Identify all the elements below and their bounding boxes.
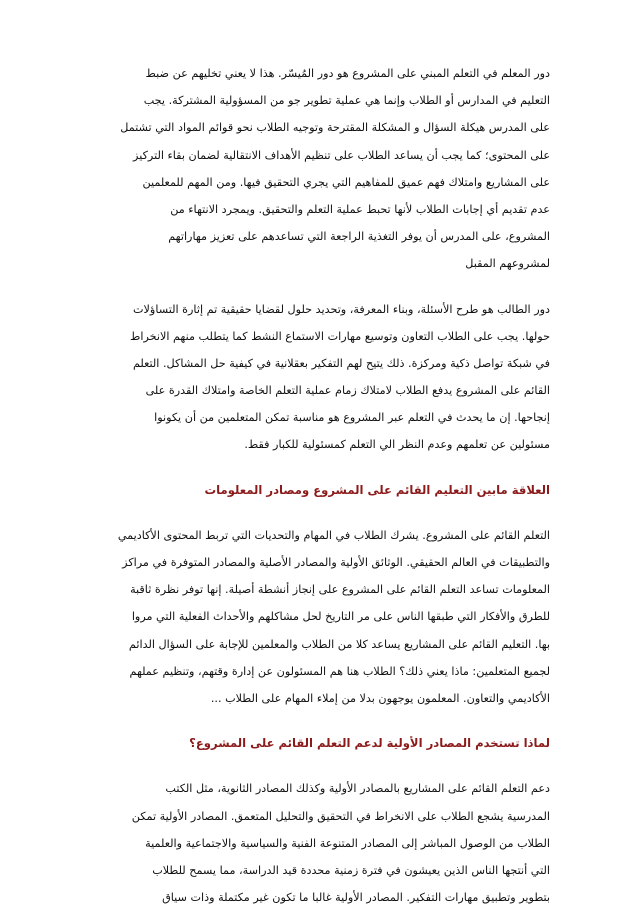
paragraph-spacer bbox=[96, 757, 550, 775]
text-line: التعليم في المدارس أو الطلاب وإنما هي عملية تطوير جو من المسؤولية المشتركة. يجب bbox=[143, 94, 550, 108]
paragraph-student-role bbox=[96, 296, 550, 459]
text-line: إنجاحها. إن ما يحدث في التعلم عبر المشروع هو مناسبة تمكن المتعلمين من أن يكونوا bbox=[154, 411, 550, 425]
text-line: مسئولين عن تعلمهم وعدم النظر الي التعلم كمسئولية للكبار فقط. bbox=[244, 438, 550, 452]
paragraph-project-learning bbox=[96, 522, 550, 712]
text-line: دعم التعلم القائم على المشاريع بالمصادر الأولية وكذلك المصادر الثانوية، مثل الكتب bbox=[165, 782, 550, 796]
text-line: على المدرس هيكلة السؤال و المشكلة المقترحة وتوجيه الطلاب نحو قوائم المواد التي تشتمل bbox=[120, 121, 550, 135]
text-line: على المشاريع وامتلاك فهم عميق للمفاهيم التي يجري التحقيق فيها. ومن المهم للمعلمين bbox=[142, 175, 550, 189]
text-line: للطرق والأفكار التي طبقها الناس على مر التاريخ لحل مشاكلهم والأحداث الفعلية التي مروا bbox=[131, 610, 550, 624]
text-line: عدم تقديم أي إجابات الطلاب لأنها تحبط عملية التعلم والتحقيق. ويمجرد الانتهاء من bbox=[170, 202, 550, 216]
text-line: لجميع المتعلمين: ماذا يعني ذلك؟ الطلاب هنا هم المسئولون عن إدارة وقتهم، وتنظيم عملهم bbox=[129, 664, 550, 678]
text-line: على المحتوى؛ كما يجب أن يساعد الطلاب على تنظيم الأهداف الانتقالية لضمان بقاء التركيز bbox=[133, 148, 550, 162]
text-line: بتطوير وتطبيق مهارات التفكير. المصادر الأولية غالبا ما تكون غير مكتملة وذات سياق bbox=[162, 891, 550, 905]
text-line: بها. التعليم القائم على المشاريع يساعد كلا من الطلاب والمعلمين للإجابة على السؤال الدائم bbox=[128, 637, 550, 651]
text-line: المدرسية يشجع الطلاب على الانخراط في التحقيق والتحليل المتعمق. المصادر الأولية تمكن bbox=[131, 809, 550, 823]
text-line: الطلاب من الوصول المباشر إلى المصادر المتنوعة الفنية والسياسية والاجتماعية والعلمية bbox=[145, 836, 550, 850]
paragraph-spacer bbox=[96, 504, 550, 522]
paragraph-teacher-role bbox=[96, 60, 550, 278]
paragraph-spacer bbox=[96, 459, 550, 477]
text-line: المعلومات تساعد التعلم القائم على المشروع على إنجاز أنشطة أصيلة. إنها توفر نظرة ثاقبة bbox=[130, 583, 550, 597]
text-line: الأكاديمي والتعاون. المعلمون يوجهون بدلا من إملاء المهام على الطلاب ... bbox=[210, 691, 550, 705]
text-line: التي أنتجها الناس الذين يعيشون في فترة زمنية محددة قيد الدراسة، مما يسمح للطلاب bbox=[152, 863, 550, 877]
text-line: دور المعلم في التعلم المبني على المشروع هو دور المُيسّر. هذا لا يعني تخليهم عن ضبط bbox=[145, 67, 550, 80]
text-line: التعلم القائم على المشروع. يشرك الطلاب في المهام والتحديات التي تربط المحتوى الأكاديمي bbox=[117, 528, 550, 542]
text-line: القائم على المشروع يدفع الطلاب لامتلاك زمام عملية التعلم الخاصة وامتلاك القدرة على bbox=[145, 384, 550, 398]
text-line: حولها. يجب على الطلاب التعاون وتوسيع مهارات الاستماع النشط كما يتطلب منهم الانخراط bbox=[129, 329, 550, 343]
text-line: المشروع، على المدرس أن يوفر التغذية الراجعة التي تساعدهم على تعزيز مهاراتهم bbox=[168, 230, 550, 244]
section-heading-why-primary-sources: لماذا تستخدم المصادر الأولية لدعم التعلم القائم على المشروع؟ bbox=[189, 736, 550, 751]
text-line: والتطبيقات في العالم الحقيقي. الوثائق الأولية والمصادر الأصلية والمصادر المتوفرة في مراكز bbox=[122, 556, 550, 569]
paragraph-spacer bbox=[96, 712, 550, 730]
text-line: لمشروعهم المقبل bbox=[465, 257, 550, 271]
section-heading-relationship: العلاقة مابين التعليم القائم على المشروع ومصادر المعلومات bbox=[204, 482, 550, 497]
text-line: في شبكة تواصل ذكية ومركزة. ذلك يتيح لهم التفكير بعقلانية في كيفية حل المشاكل. التعلم bbox=[132, 356, 550, 370]
paragraph-spacer bbox=[96, 278, 550, 296]
text-line: دور الطالب هو طرح الأسئلة، وبناء المعرفة، وتحديد حلول لقضايا حقيقية تم إثارة التساؤلات bbox=[133, 302, 550, 316]
paragraph-primary-sources bbox=[96, 775, 550, 911]
